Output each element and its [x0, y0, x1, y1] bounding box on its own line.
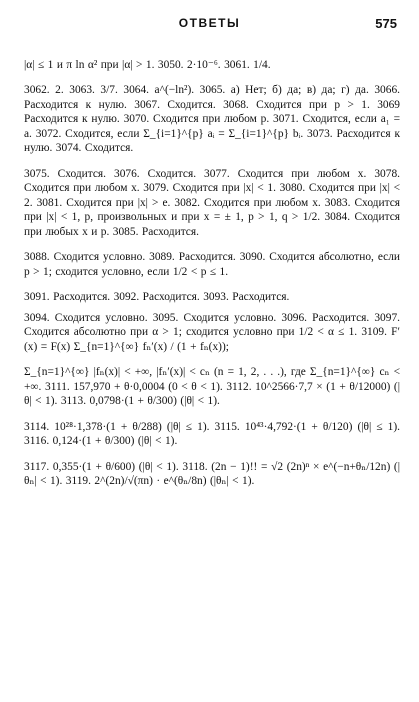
answer-paragraph-1: |α| ≤ 1 и π ln α² при |α| > 1. 3050. 2·10⁻⁶. 3061. 1/4. [24, 59, 271, 71]
answer-paragraph-6: 3094. Сходится условно. 3095. Сходится условно. 3096. Расходится. 3097. Сходится абсолютно при α > 1; сходится условно при 1/2 < α ≤ 1. 3109. F′(x) = F(x) Σ_{n=1}^{∞} fₙ′(x) / (1 + fₙ(x)); [24, 311, 400, 353]
answer-paragraph-7: Σ_{n=1}^{∞} |fₙ(x)| < +∞, |fₙ′(x)| < cₙ (n = 1, 2, . . .), где Σ_{n=1}^{∞} cₙ < +∞. 3111. 157,970 + θ·0,0004 (0 < θ < 1). 3112. 10^2566·7,7 × (1 + θ/12000) (|θ| < 1). 3113. 0,0798·(1 + θ/300) (|θ| < 1). [24, 366, 400, 408]
answer-paragraph-8: 3114. 10²⁸·1,378·(1 + θ/288) (|θ| ≤ 1). 3115. 10⁴³·4,792·(1 + θ/120) (|θ| ≤ 1). 3116. 0,124·(1 + θ/300) (|θ| < 1). [24, 420, 400, 448]
answer-paragraph-2: 3062. 2. 3063. 3/7. 3064. a^(−ln²). 3065. а) Нет; б) да; в) да; г) да. 3066. Расходится к нулю. 3067. Сходится. 3068. Сходится при p > 1. 3069 Расходится к нулю. 3070. Сходится при любом p. 3071. Сходится, если a₁ = a. 3072. Сходится, если Σ_{i=1}^{p} aᵢ = Σ_{i=1}^{p} bᵢ. 3073. Расходится к нулю. 3074. Сходится. [24, 84, 400, 155]
answer-paragraph-4: 3088. Сходится условно. 3089. Расходится. 3090. Сходится абсолютно, если p > 1; сходится условно, если 1/2 < p ≤ 1. [24, 251, 400, 278]
answers-text [24, 58, 400, 500]
page-number: 575 [375, 16, 397, 31]
page-title: ОТВЕТЫ [178, 16, 241, 30]
answer-paragraph-3: 3075. Сходится. 3076. Сходится. 3077. Сходится при любом x. 3078. Сходится при любом x. 3079. Сходится при |x| < 1. 3080. Сходится при |x| < 2. 3081. Сходится при |x| > e. 3082. Сходится при любом x. 3083. Сходится при |x| < 1, p, произвольных и при x = ± 1, p > 1, q > 1/2. 3084. Сходится при любых x и p. 3085. Расходится. [24, 167, 400, 238]
answer-paragraph-9: 3117. 0,355·(1 + θ/600) (|θ| < 1). 3118. (2n − 1)!! = √2 (2n)ⁿ × e^(−n+θₙ/12n) (|θₙ| < 1). 3119. 2^(2n)/√(πn) · e^(θₙ/8n) (|θₙ| < 1). [24, 460, 400, 488]
answer-paragraph-5: 3091. Расходится. 3092. Расходится. 3093. Расходится. [24, 291, 290, 304]
